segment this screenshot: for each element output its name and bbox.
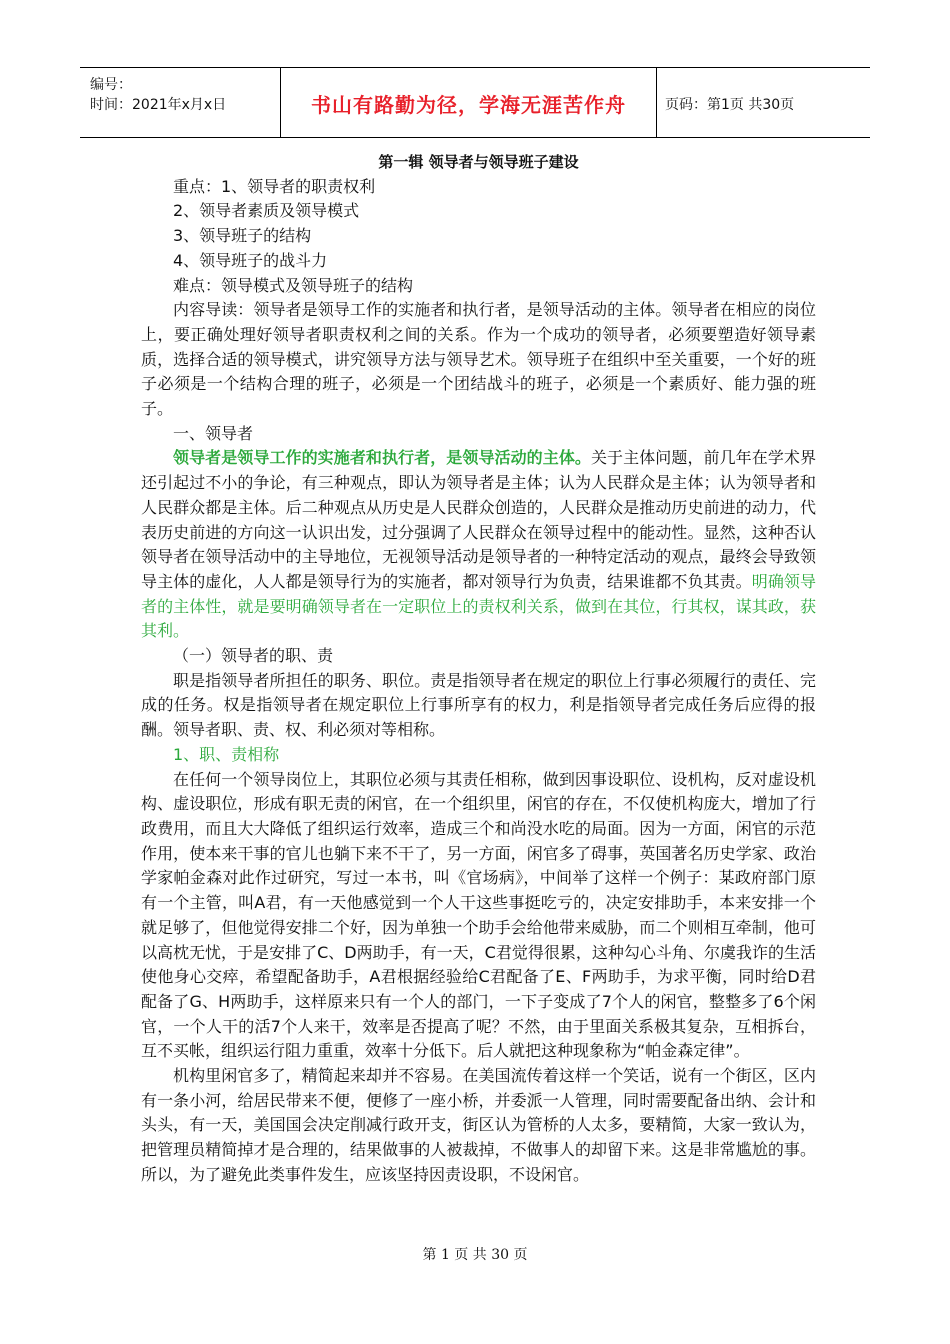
- difficulty-line: 难点：领导模式及领导班子的结构: [173, 275, 414, 295]
- section-heading-leader: 一、领导者: [173, 423, 254, 443]
- key-points-line-2: 2、领导者素质及领导模式: [173, 201, 360, 221]
- paragraph-text: 关于主体问题，前几年在学术界还引起过不小的争论，有三种观点，即认为领导者是主体；认为人民群众是主体；认为领导者和人民群众都是主体。后二种观点从历史是人民群众创造的，人民群众是推动历史前进的动力，代表历史前进的方向这一认识出发，过分强调了人民群众在领导过程中的能动性。显然，这种否认领导者在领导活动中的主导地位，无视领导活动是领导者的一种特定活动的观点，最终会导致领导主体的虚化，人人都是领导行为的实施者，都对领导行为负责，结果谁都不负其责。: [141, 448, 816, 591]
- subsection-heading: （一）领导者的职、责: [173, 646, 334, 666]
- highlighted-conclusion: 明确领导者的主体性，就是要明确领导者在一定职位上的责权利关系，做到在其位，行其权，谋其政，获其利。: [141, 571, 816, 641]
- leader-subject-paragraph: [141, 446, 816, 644]
- subheading-green: 1、职、责相称: [173, 744, 280, 764]
- parkinson-paragraph: 在任何一个领导岗位上，其职位必须与其责任相称，做到因事设职位、设机构，反对虚设机构、虚设职位，形成有职无责的闲官，在一个组织里，闲官的存在，不仅使机构庞大，增加了行政费用，而且大大降低了组织运行效率，造成三个和尚没水吃的局面。因为一方面，闲官的示范作用，使本来干事的官儿也躺下来不干了，另一方面，闲官多了碍事，英国著名历史学家、政治学家帕金森对此作过研究，写过一本书，叫《官场病》，中间举了这样一个例子：某政府部门原有一个主管，叫A君，有一天他感觉到一个人干这些事挺吃亏的，决定安排助手，本来安排一个就足够了，但他觉得安排二个好，因为单独一个助手会给他带来威胁，而二个则相互牵制，他可以高枕无忧，于是安排了C、D两助手，有一天，C君觉得很累，这种勾心斗角、尔虞我诈的生活使他身心交瘁，希望配备助手，A君根据经验给C君配备了E、F两助手，为求平衡，同时给D君配备了G、H两助手，这样原来只有一个人的部门，一下子变成了7个人的闲官，整整多了6个闲官，一个人干的活7个人来干，效率是否提高了呢？不然，由于里面关系极其复杂，互相拆台，互不买帐，组织运行阻力重重，效率十分低下。后人就把这种现象称为“帕金森定律”。: [141, 769, 816, 1061]
- header-page-cell: [657, 68, 870, 137]
- highlighted-definition: 领导者是领导工作的实施者和执行者，是领导活动的主体。: [173, 448, 591, 468]
- intro-paragraph: 内容导读：领导者是领导工作的实施者和执行者，是领导活动的主体。领导者在相应的岗位上，要正确处理好领导者职责权利之间的关系。作为一个成功的领导者，必须要塑造好领导素质，选择合适的领导模式，讲究领导方法与领导艺术。领导班子在组织中至关重要，一个好的班子必须是一个结构合理的班子，必须是一个团结战斗的班子，必须是一个素质好、能力强的班子。: [141, 300, 816, 419]
- page-header: [80, 67, 870, 138]
- key-points-line-3: 3、领导班子的结构: [173, 226, 312, 246]
- doc-code-label: 编号：: [90, 77, 132, 93]
- key-points-line-1: 重点：1、领导者的职责权利: [173, 176, 376, 196]
- bridge-story-paragraph: 机构里闲官多了，精简起来却并不容易。在美国流传着这样一个笑话，说有一个街区，区内有一条小河，给居民带来不便，便修了一座小桥，并委派一人管理，同时需要配备出纳、会计和头头，有一天，美国国会决定削减行政开支，街区认为管桥的人太多，要精简，大家一致认为，把管理员精简掉才是合理的，结果做事的人被裁掉，不做事人的却留下来。这是非常尴尬的事。所以，为了避免此类事件发生，应该坚持因责设职，不设闲官。: [141, 1066, 816, 1184]
- chapter-title: 第一辑 领导者与领导班子建设: [378, 153, 579, 171]
- page-footer: 第 1 页 共 30 页: [422, 1247, 528, 1263]
- header-motto-cell: [281, 68, 657, 137]
- header-motto: 书山有路勤为径，学海无涯苦作舟: [311, 93, 626, 117]
- header-info-cell: [80, 68, 281, 137]
- document-body: [141, 150, 816, 1188]
- key-points-line-4: 4、领导班子的战斗力: [173, 250, 328, 270]
- definition-paragraph: 职是指领导者所担任的职务、职位。责是指领导者在规定的职位上行事必须履行的责任、完成的任务。权是指领导者在规定职位上行事所享有的权力，利是指领导者完成任务后应得的报酬。领导者职、责、权、利必须对等相称。: [141, 670, 816, 740]
- doc-date-label: 时间：2021年x月x日: [90, 97, 227, 113]
- header-page-number: 页码：第1页 共30页: [665, 97, 795, 113]
